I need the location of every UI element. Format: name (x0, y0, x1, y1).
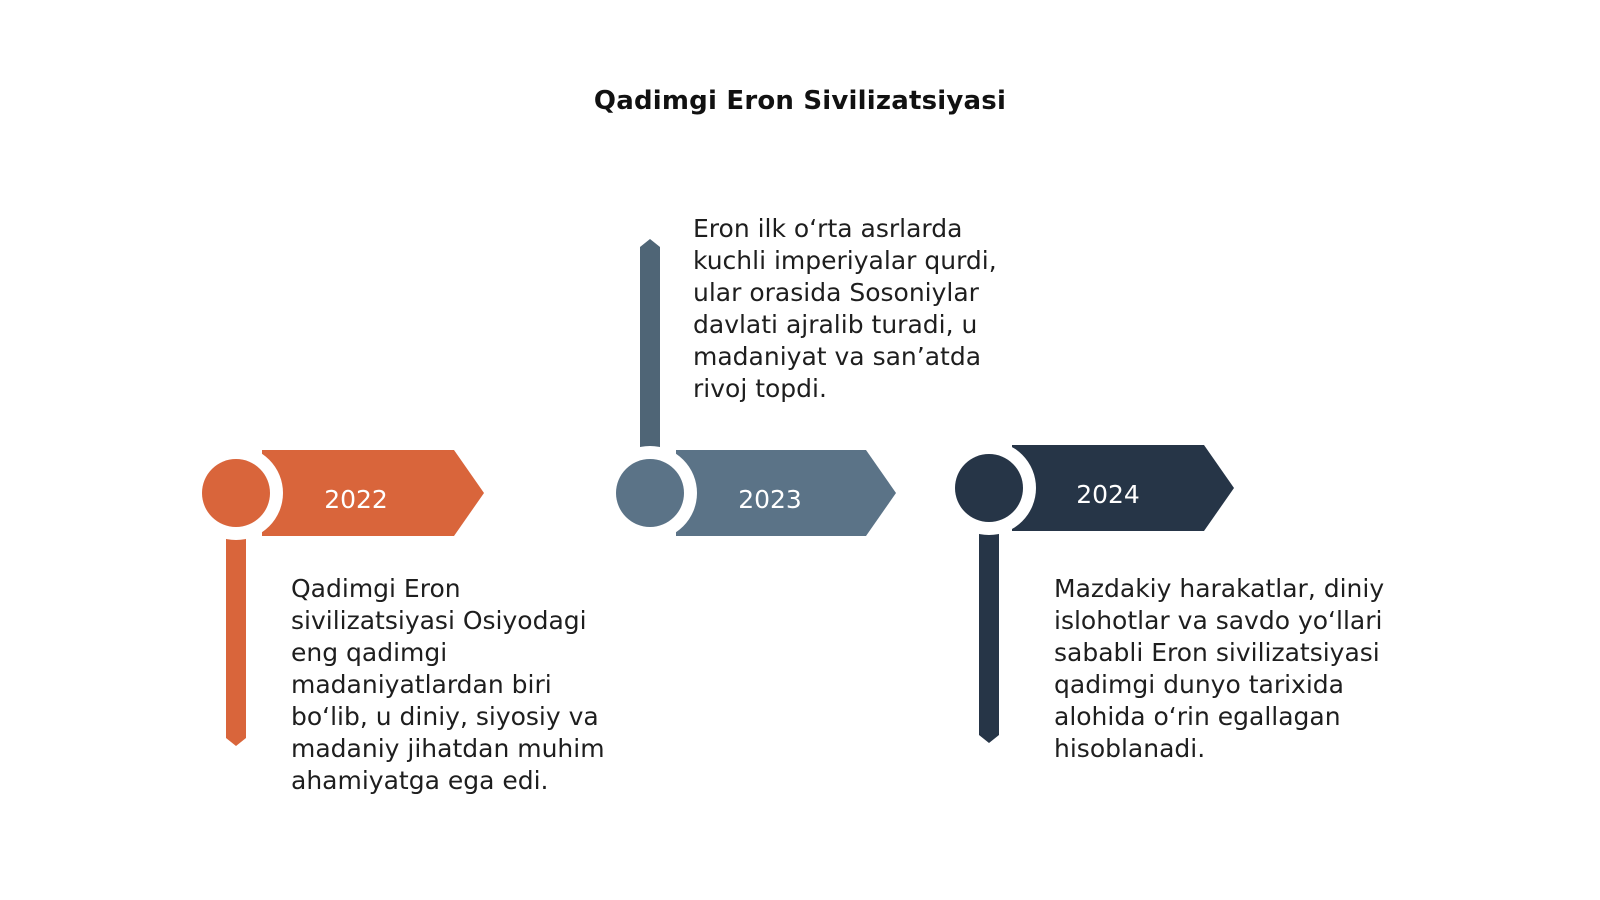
description-line: kuchli imperiyalar qurdi, (693, 246, 997, 275)
description-2022 (291, 573, 661, 797)
description-line: madaniyat va san’atda (693, 342, 982, 371)
description-line: Eron ilk o‘rta asrlarda (693, 214, 963, 243)
node-2023 (616, 459, 684, 527)
page-title: Qadimgi Eron Sivilizatsiyasi (593, 86, 1007, 116)
description-line: islohotlar va savdo yo‘llari (1054, 606, 1383, 635)
description-line: sivilizatsiyasi Osiyodagi (291, 606, 587, 635)
year-label-2022: 2022 (324, 485, 388, 514)
description-line: madaniyatlardan biri (291, 670, 552, 699)
description-line: madaniy jihatdan muhim (291, 734, 605, 763)
description-line: qadimgi dunyo tarixida (1054, 670, 1344, 699)
year-label-2024: 2024 (1076, 480, 1140, 509)
description-line: davlati ajralib turadi, u (693, 310, 978, 339)
description-line: Mazdakiy harakatlar, diniy (1054, 574, 1385, 603)
description-line: Qadimgi Eron (291, 574, 461, 603)
description-line: sababli Eron sivilizatsiyasi (1054, 638, 1380, 667)
description-2023 (693, 213, 1033, 405)
year-label-2023: 2023 (738, 485, 802, 514)
stem-2024 (979, 526, 999, 743)
node-2024 (955, 454, 1023, 522)
description-line: ular orasida Sosoniylar (693, 278, 979, 307)
stem-2022 (226, 526, 246, 746)
node-2022 (202, 459, 270, 527)
description-line: hisoblanadi. (1054, 734, 1206, 763)
stem-2023 (640, 239, 660, 455)
description-line: eng qadimgi (291, 638, 448, 667)
description-line: bo‘lib, u diniy, siyosiy va (291, 702, 599, 731)
description-2024 (1054, 573, 1424, 765)
description-line: alohida o‘rin egallagan (1054, 702, 1341, 731)
description-line: rivoj topdi. (693, 374, 827, 403)
description-line: ahamiyatga ega edi. (291, 766, 549, 795)
